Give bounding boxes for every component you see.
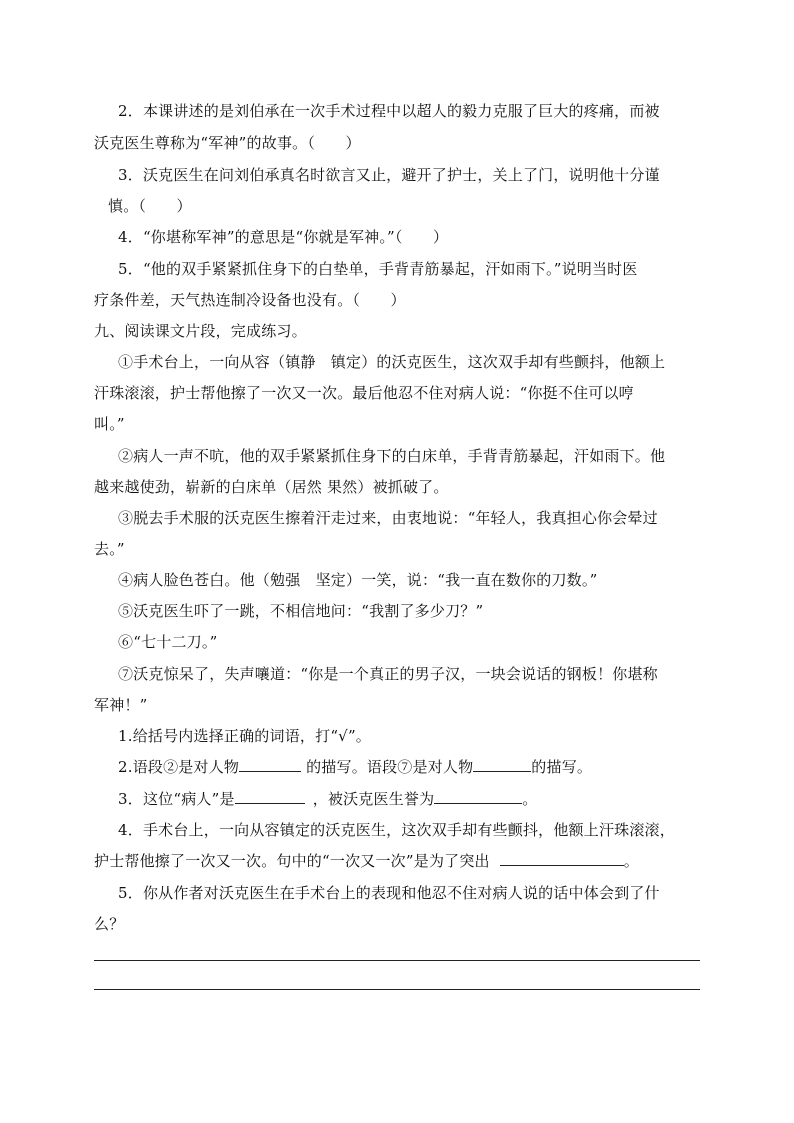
question-3-line-2: 慎。（ ） bbox=[108, 197, 192, 215]
exercise-2-blank-1[interactable] bbox=[239, 757, 301, 772]
passage-para-5: ⑤沃克医生吓了一跳，不相信地问：“我割了多少刀？” bbox=[118, 602, 484, 620]
passage-para-3-line-1: ③脱去手术服的沃克医生擦着汗走过来，由衷地说：“年轻人，我真担心你会晕过 bbox=[118, 509, 658, 527]
question-2-line-1: 2．本课讲述的是刘伯承在一次手术过程中以超人的毅力克服了巨大的疼痛，而被 bbox=[118, 102, 660, 120]
exercise-2-blank-2[interactable] bbox=[473, 757, 531, 772]
question-4: 4．“你堪称军神”的意思是“你就是军神。”（ ） bbox=[118, 228, 449, 246]
exercise-1: 1.给括号内选择正确的词语，打“√”。 bbox=[118, 727, 372, 745]
exercise-3-text-c: 。 bbox=[522, 790, 538, 808]
exercise-2 bbox=[118, 757, 592, 777]
passage-para-6: ⑥“七十二刀。” bbox=[118, 633, 218, 651]
exercise-3-blank-1[interactable] bbox=[235, 789, 305, 804]
passage-para-7-line-1: ⑦沃克惊呆了，失声嚷道：“你是一个真正的男子汉，一块会说话的钢板！你堪称 bbox=[118, 665, 658, 683]
section-9-heading: 九、阅读课文片段，完成练习。 bbox=[94, 322, 307, 340]
passage-para-7-line-2: 军神！” bbox=[94, 696, 148, 714]
exercise-4-line-2 bbox=[94, 851, 639, 871]
passage-para-4: ④病人脸色苍白。他（勉强 坚定）一笑，说：“我一直在数你的刀数。” bbox=[118, 571, 598, 589]
exercise-5-line-2: 么？ bbox=[94, 915, 125, 933]
passage-para-3-line-2: 去。” bbox=[94, 540, 125, 558]
passage-para-2-line-2: 越来越使劲，崭新的白床单（居然 果然）被抓破了。 bbox=[94, 478, 449, 496]
passage-para-1-line-3: 叫。” bbox=[94, 415, 125, 433]
passage-para-1-line-1: ①手术台上，一向从容（镇静 镇定）的沃克医生，这次双手却有些颤抖，他额上 bbox=[118, 353, 666, 371]
passage-para-2-line-1: ②病人一声不吭，他的双手紧紧抓住身下的白床单，手背青筋暴起，汗如雨下。他 bbox=[118, 447, 666, 465]
exercise-2-text-a: 2.语段②是对人物 bbox=[118, 758, 240, 776]
exercise-3-text-b: ，被沃克医生誉为 bbox=[312, 790, 435, 808]
exercise-4-text-a: 护士帮他擦了一次又一次。句中的“一次又一次”是为了突出 bbox=[94, 852, 490, 870]
exercise-4-blank[interactable] bbox=[500, 851, 624, 866]
exercise-3-blank-2[interactable] bbox=[434, 789, 522, 804]
question-5-line-1: 5．“他的双手紧紧抓住身下的白垫单，手背青筋暴起，汗如雨下。”说明当时医 bbox=[118, 260, 638, 278]
question-5-line-2: 疗条件差，天气热连制冷设备也没有。（ ） bbox=[94, 291, 406, 309]
exercise-5-line-1: 5．你从作者对沃克医生在手术台上的表现和他忍不住对病人说的话中体会到了什 bbox=[118, 884, 660, 902]
passage-para-1-line-2: 汗珠滚滚，护士帮他擦了一次又一次。最后他忍不住对病人说：“你挺不住可以哼 bbox=[94, 384, 634, 402]
exercise-4-text-b: 。 bbox=[623, 852, 639, 870]
question-2-line-2: 沃克医生尊称为“军神”的故事。（ ） bbox=[94, 134, 361, 152]
answer-line-2[interactable] bbox=[94, 989, 700, 990]
exercise-4-line-1: 4．手术台上，一向从容镇定的沃克医生，这次双手却有些颤抖，他额上汗珠滚滚， bbox=[118, 821, 675, 839]
question-3-line-1: 3．沃克医生在问刘伯承真名时欲言又止，避开了护士，关上了门，说明他十分谨 bbox=[118, 166, 660, 184]
exercise-3-text-a: 3．这位“病人”是 bbox=[118, 790, 235, 808]
exercise-3 bbox=[118, 789, 538, 809]
exercise-2-text-b: 的描写。语段⑦是对人物 bbox=[301, 758, 474, 776]
answer-line-1[interactable] bbox=[94, 960, 700, 961]
exercise-2-text-c: 的描写。 bbox=[531, 758, 593, 776]
